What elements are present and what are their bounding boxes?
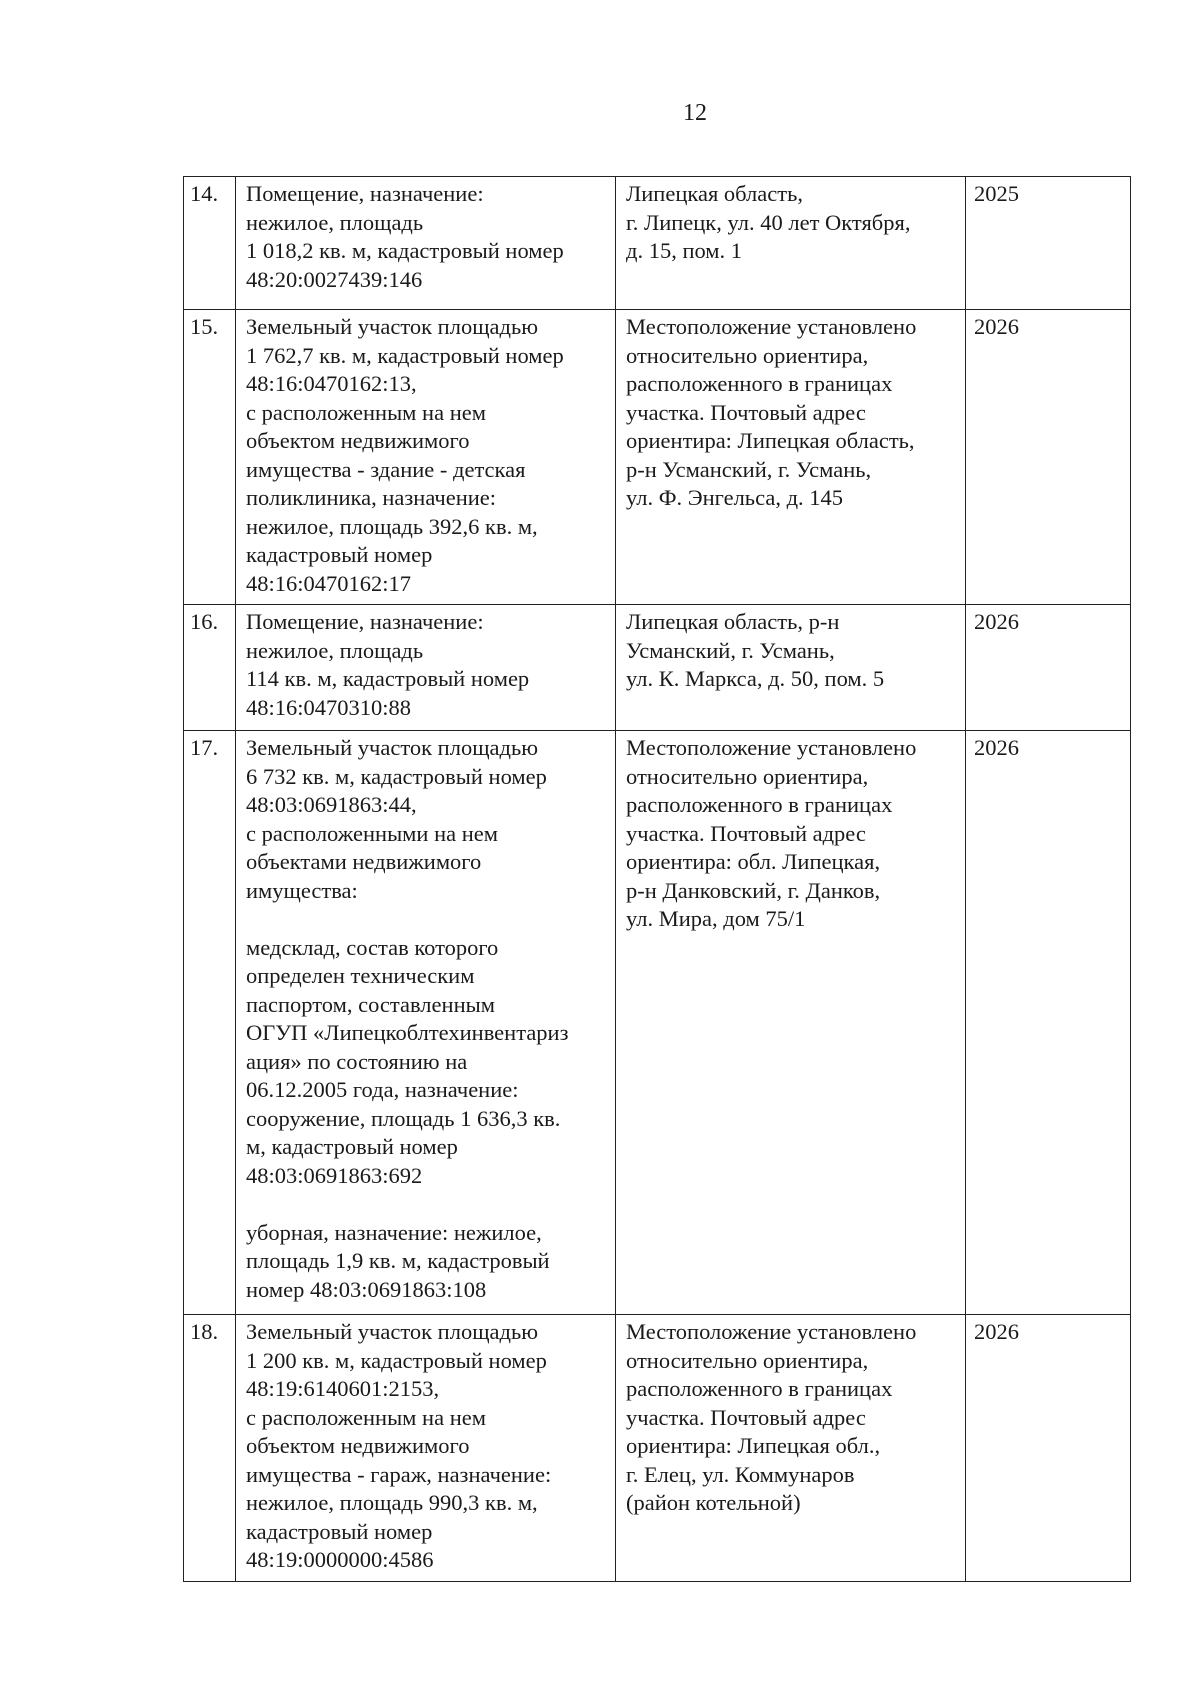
row-number: 17. <box>184 731 236 1315</box>
row-number: 18. <box>184 1315 236 1582</box>
object-address: Местоположение установлено относительно ориентира, расположенного в границах участка. Почтовый адрес ориентира: Липецкая область, р-н Усманский, г. Усмань, ул. Ф. Энгельса, д. 145 <box>616 310 966 605</box>
property-table <box>183 176 1131 1582</box>
privatization-year: 2025 <box>966 177 1131 310</box>
row-number: 16. <box>184 605 236 731</box>
table-row <box>184 177 1131 310</box>
table-row <box>184 1315 1131 1582</box>
object-description: Помещение, назначение: нежилое, площадь 114 кв. м, кадастровый номер 48:16:0470310:88 <box>236 605 616 731</box>
privatization-year: 2026 <box>966 731 1131 1315</box>
row-number: 15. <box>184 310 236 605</box>
privatization-year: 2026 <box>966 1315 1131 1582</box>
page-number: 12 <box>683 100 707 126</box>
object-description: Земельный участок площадью 1 200 кв. м, кадастровый номер 48:19:6140601:2153, с расположенным на нем объектом недвижимого имущества - гараж, назначение: нежилое, площадь 990,3 кв. м, кадастровый номер 48:19:0000000:4586 <box>236 1315 616 1582</box>
privatization-year: 2026 <box>966 310 1131 605</box>
table-row <box>184 605 1131 731</box>
object-address: Местоположение установлено относительно ориентира, расположенного в границах участка. Почтовый адрес ориентира: Липецкая обл., г. Елец, ул. Коммунаров (район котельной) <box>616 1315 966 1582</box>
object-address: Липецкая область, г. Липецк, ул. 40 лет Октября, д. 15, пом. 1 <box>616 177 966 310</box>
object-address: Липецкая область, р-н Усманский, г. Усмань, ул. К. Маркса, д. 50, пом. 5 <box>616 605 966 731</box>
privatization-year: 2026 <box>966 605 1131 731</box>
object-address: Местоположение установлено относительно ориентира, расположенного в границах участка. Почтовый адрес ориентира: обл. Липецкая, р-н Данковский, г. Данков, ул. Мира, дом 75/1 <box>616 731 966 1315</box>
object-description: Земельный участок площадью 6 732 кв. м, кадастровый номер 48:03:0691863:44, с расположенными на нем объектами недвижимого имущества: медсклад, состав которого определен техническим паспортом, составленным ОГУП «Липецкоблтехинвентариз ация» по состоянию на 06.12.2005 года, назначение: сооружение, площадь 1 636,3 кв. м, кадастровый номер 48:03:0691863:692 уборная, назначение: нежилое, площадь 1,9 кв. м, кадастровый номер 48:03:0691863:108 <box>236 731 616 1315</box>
table-row <box>184 310 1131 605</box>
object-description: Помещение, назначение: нежилое, площадь 1 018,2 кв. м, кадастровый номер 48:20:0027439:146 <box>236 177 616 310</box>
object-description: Земельный участок площадью 1 762,7 кв. м, кадастровый номер 48:16:0470162:13, с расположенным на нем объектом недвижимого имущества - здание - детская поликлиника, назначение: нежилое, площадь 392,6 кв. м, кадастровый номер 48:16:0470162:17 <box>236 310 616 605</box>
table-row <box>184 731 1131 1315</box>
row-number: 14. <box>184 177 236 310</box>
